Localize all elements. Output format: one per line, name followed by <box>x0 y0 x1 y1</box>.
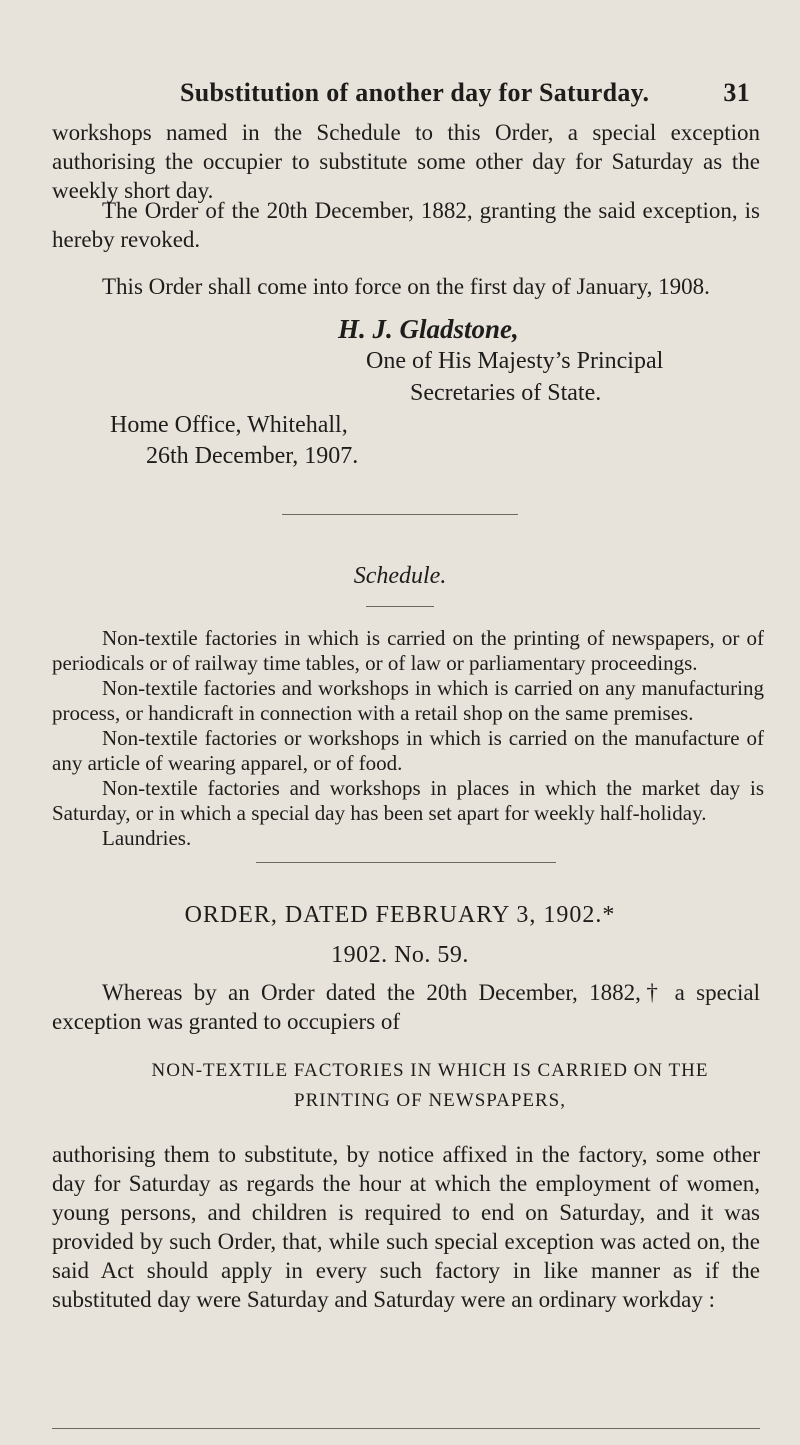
section-divider <box>282 514 518 515</box>
signatory-name: H. J. Gladstone, <box>338 314 519 344</box>
schedule-item: Non-textile factories and workshops in which is carried on any manufacturing process, or handicraft in connection with a retail shop on the same premises. <box>52 676 764 725</box>
schedule-item: Laundries. <box>102 826 192 850</box>
paragraph-revocation: The Order of the 20th December, 1882, granting the said exception, is hereby revoked. <box>52 198 760 252</box>
issuing-office: Home Office, Whitehall, <box>110 412 348 438</box>
issue-date: 26th December, 1907. <box>146 443 359 469</box>
schedule-title: Schedule. <box>353 563 447 589</box>
signatory-title-line1: One of His Majesty’s Principal <box>366 348 664 374</box>
signatory-title-line2: Secretaries of State. <box>410 380 602 406</box>
running-header <box>180 78 750 108</box>
footnote-divider <box>52 1428 760 1429</box>
order-paragraph-authorising: authorising them to substitute, by notice affixed in the factory, some other day for Saturday as regards the hour at which the employment of women, young persons, and children is required to end on Saturday, and it was provided by such Order, that, while such special exception was acted on, the said Act should apply in every such factory in like manner as if the substituted day were Saturday and Saturday were an ordinary workday : <box>52 1142 760 1312</box>
order-paragraph-whereas: Whereas by an Order dated the 20th December, 1882,† a special exception was granted to occupiers of <box>52 980 760 1034</box>
order-number: 1902. No. 59. <box>331 942 469 968</box>
header-title: Substitution of another day for Saturday. <box>180 78 650 107</box>
schedule-item: Non-textile factories or workshops in which is carried on the manufacture of any article of wearing apparel, or of food. <box>52 726 764 775</box>
section-divider <box>256 862 556 863</box>
schedule-item: Non-textile factories in which is carried on the printing of newspapers, or of periodicals or of railway time tables, or of law or parliamentary proceedings. <box>52 626 764 675</box>
schedule-list <box>52 626 764 851</box>
paragraph-commencement: This Order shall come into force on the first day of January, 1908. <box>102 274 710 299</box>
page-number: 31 <box>723 78 750 107</box>
order-title: ORDER, DATED FEBRUARY 3, 1902.* <box>184 902 616 928</box>
schedule-title-rule <box>366 606 434 607</box>
paragraph-exception: workshops named in the Schedule to this Order, a special exception authorising the occupier to substitute some other day for Saturday as the weekly short day. <box>52 120 760 203</box>
schedule-item: Non-textile factories and workshops in places in which the market day is Saturday, or in which a special day has been set apart for weekly half-holiday. <box>52 776 764 825</box>
order-caps-heading: NON-TEXTILE FACTORIES IN WHICH IS CARRIED ON THE PRINTING OF NEWSPAPERS, <box>151 1060 709 1111</box>
